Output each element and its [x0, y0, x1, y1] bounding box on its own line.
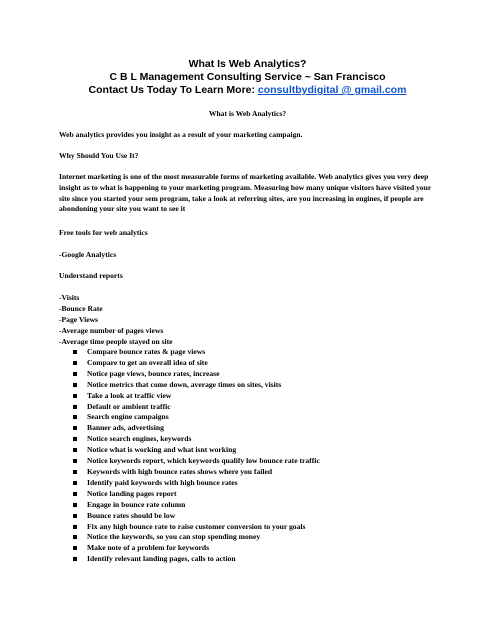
list-item	[73, 500, 453, 511]
free-tools-heading: Free tools for web analytics	[59, 228, 148, 237]
list-item-text: Notice the keywords, so you can stop spending money	[87, 532, 261, 542]
list-item-text: Identify relevant landing pages, calls to action	[87, 554, 236, 564]
list-item-text: Compare bounce rates & page views	[87, 347, 206, 356]
square-bullet-icon	[73, 503, 77, 507]
square-bullet-icon	[73, 383, 77, 387]
list-item-text: Notice what is working and what isnt working	[87, 445, 237, 455]
square-bullet-icon	[73, 459, 77, 463]
intro-paragraph: Web analytics provides you insight as a result of your marketing campaign.	[59, 130, 303, 139]
list-item	[73, 511, 453, 522]
square-bullet-icon	[73, 481, 77, 485]
list-item-text: Identify paid keywords with high bounce rates	[87, 477, 238, 487]
why-heading: Why Should You Use It?	[59, 151, 139, 160]
metric-item: -Bounce Rate	[59, 303, 103, 313]
square-bullet-icon	[73, 448, 77, 452]
metric-item: -Page Views	[59, 314, 99, 324]
list-item-text: Bounce rates should be low	[87, 510, 176, 520]
square-bullet-icon	[73, 426, 77, 430]
list-item	[73, 543, 453, 554]
square-bullet-icon	[73, 372, 77, 376]
list-item	[73, 478, 453, 489]
list-item	[73, 423, 453, 434]
google-analytics-item: -Google Analytics	[59, 250, 117, 259]
square-bullet-icon	[73, 535, 77, 539]
list-item-text: Notice landing pages report	[87, 488, 177, 498]
document-title: What Is Web Analytics?	[188, 58, 307, 70]
list-item-text: Compare to get an overall idea of site	[87, 357, 208, 367]
list-item	[73, 532, 453, 543]
list-item	[73, 358, 453, 369]
list-item	[73, 456, 453, 467]
metric-item: -Average number of pages views	[59, 325, 164, 335]
square-bullet-icon	[73, 525, 77, 529]
list-item	[73, 380, 453, 391]
why-paragraph: Internet marketing is one of the most measurable forms of marketing available. Web analytics gives you very deep insight as to what is happening to your marketing program. Measuring how many unique visitors have visited your site since you started your sem program, take a look at referring sites, are you increasing in engines, if people are abondoning your site you want to see it	[59, 172, 432, 214]
list-item	[73, 391, 453, 402]
list-item	[73, 369, 453, 380]
list-item-text: Keywords with high bounce rates shows where you failed	[87, 466, 273, 476]
metrics-list	[59, 293, 439, 348]
square-bullet-icon	[73, 546, 77, 550]
list-item	[73, 489, 453, 500]
square-bullet-icon	[73, 361, 77, 365]
list-item	[73, 445, 453, 456]
list-item-text: Notice search engines, keywords	[87, 434, 192, 444]
list-item	[73, 434, 453, 445]
company-line: C B L Management Consulting Service ~ San Francisco	[109, 71, 386, 83]
list-item-text: Notice page views, bounce rates, increase	[87, 368, 220, 378]
list-item-text: Banner ads, advertising	[87, 423, 164, 433]
list-item	[73, 402, 453, 413]
square-bullet-icon	[73, 405, 77, 409]
list-item	[73, 522, 453, 533]
tips-bullet-list	[73, 347, 453, 565]
list-item-text: Make note of a problem for keywords	[87, 543, 210, 553]
understand-reports-heading: Understand reports	[59, 271, 123, 280]
list-item	[73, 412, 453, 423]
metric-item: -Average time people stayed on site	[59, 336, 173, 346]
list-item-text: Fix any high bounce rate to raise customer conversion to your goals	[87, 521, 306, 531]
square-bullet-icon	[73, 470, 77, 474]
metric-item: -Visits	[59, 293, 80, 302]
list-item-text: Take a look at traffic view	[87, 390, 172, 400]
list-item-text: Search engine campaigns	[87, 412, 169, 422]
section-subtitle: What is Web Analytics?	[208, 109, 287, 118]
square-bullet-icon	[73, 557, 77, 561]
list-item-text: Engage in bounce rate column	[87, 499, 186, 509]
contact-line	[0, 84, 495, 97]
square-bullet-icon	[73, 350, 77, 354]
square-bullet-icon	[73, 437, 77, 441]
square-bullet-icon	[73, 492, 77, 496]
list-item-text: Notice keywords report, which keywords qualify low bounce rate traffic	[87, 456, 320, 466]
square-bullet-icon	[73, 514, 77, 518]
contact-email-link[interactable]: consultbydigital @ gmail.com	[257, 84, 407, 96]
contact-prefix: Contact Us Today To Learn More:	[88, 84, 258, 96]
list-item	[73, 554, 453, 565]
square-bullet-icon	[73, 415, 77, 419]
list-item-text: Notice metrics that come down, average times on sites, visits	[87, 379, 282, 389]
list-item	[73, 347, 453, 358]
list-item-text: Default or ambient traffic	[87, 401, 171, 411]
list-item	[73, 467, 453, 478]
square-bullet-icon	[73, 394, 77, 398]
